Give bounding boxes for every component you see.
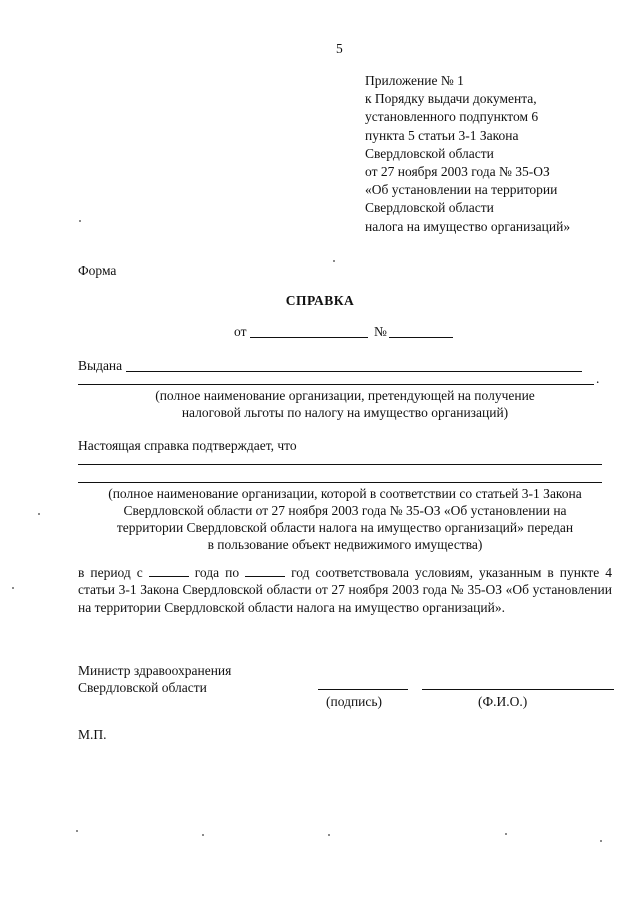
issued-label: Выдана — [78, 358, 123, 373]
appendix-line: Свердловской области — [365, 145, 494, 161]
signature-label: (подпись) — [326, 694, 383, 709]
appendix-line: от 27 ноября 2003 года № 35-ОЗ — [365, 163, 550, 179]
date-from-label: от — [234, 324, 247, 339]
scan-speck — [505, 833, 507, 835]
appendix-line: установленного подпунктом 6 — [365, 109, 539, 125]
period-text-mid: года по — [194, 565, 240, 580]
fio-blank[interactable] — [422, 689, 614, 690]
scan-speck — [12, 587, 14, 589]
confirms-note-line: (полное наименование организации, которой в соответствии со статьей 3-1 Закона — [108, 486, 582, 501]
scan-speck — [76, 830, 78, 832]
confirms-blank-1[interactable] — [78, 464, 602, 465]
period-mark: . — [596, 371, 600, 386]
period-text-start: в период с — [78, 565, 143, 580]
stamp-label: М.П. — [78, 727, 107, 742]
appendix-line: «Об установлении на территории — [365, 182, 558, 198]
appendix-block — [365, 72, 570, 236]
signature-blank[interactable] — [318, 689, 408, 690]
year-to-blank[interactable] — [245, 565, 285, 577]
appendix-line: пункта 5 статьи 3-1 Закона — [365, 127, 519, 143]
scan-speck — [38, 513, 40, 515]
issued-blank-1[interactable] — [126, 371, 582, 372]
appendix-line: Свердловской области — [365, 200, 494, 216]
date-blank[interactable] — [250, 337, 368, 338]
document-title: СПРАВКА — [285, 293, 355, 308]
period-text-end: год соответствовала условиям, указанным в пункте 4 статьи 3-1 Закона Свердловской области от 27 ноября 2003 года № 35-ОЗ «Об установлении на территории Свердловской области налога на имущество организаций». — [78, 565, 612, 615]
fio-label: (Ф.И.О.) — [478, 694, 528, 709]
confirms-note-line: в пользование объект недвижимого имущества) — [207, 537, 483, 552]
confirms-blank-2[interactable] — [78, 482, 602, 483]
confirms-label: Настоящая справка подтверждает, что — [78, 438, 297, 453]
scan-speck — [600, 840, 602, 842]
signer-line: Министр здравоохранения — [78, 663, 232, 678]
appendix-line: к Порядку выдачи документа, — [365, 91, 537, 107]
period-paragraph — [78, 564, 612, 616]
appendix-line: Приложение № 1 — [365, 73, 464, 88]
confirms-note-line: территории Свердловской области налога на имущество организаций» передан — [116, 520, 574, 535]
scan-speck — [79, 220, 81, 222]
appendix-line: налога на имущество организаций» — [365, 218, 571, 234]
number-label: № — [374, 324, 387, 339]
issued-note-line: (полное наименование организации, претендующей на получение — [155, 388, 535, 403]
year-from-blank[interactable] — [149, 565, 189, 577]
form-label: Форма — [78, 263, 117, 278]
signer-line: Свердловской области — [78, 680, 207, 695]
number-blank[interactable] — [389, 337, 453, 338]
page-number: 5 — [336, 41, 343, 56]
issued-note-line: налоговой льготы по налогу на имущество организаций) — [181, 405, 509, 420]
scan-speck — [328, 834, 330, 836]
scan-speck — [202, 834, 204, 836]
scan-speck — [333, 260, 335, 262]
issued-blank-2[interactable] — [78, 384, 594, 385]
confirms-note-line: Свердловской области от 27 ноября 2003 года № 35-ОЗ «Об установлении на — [123, 503, 567, 518]
